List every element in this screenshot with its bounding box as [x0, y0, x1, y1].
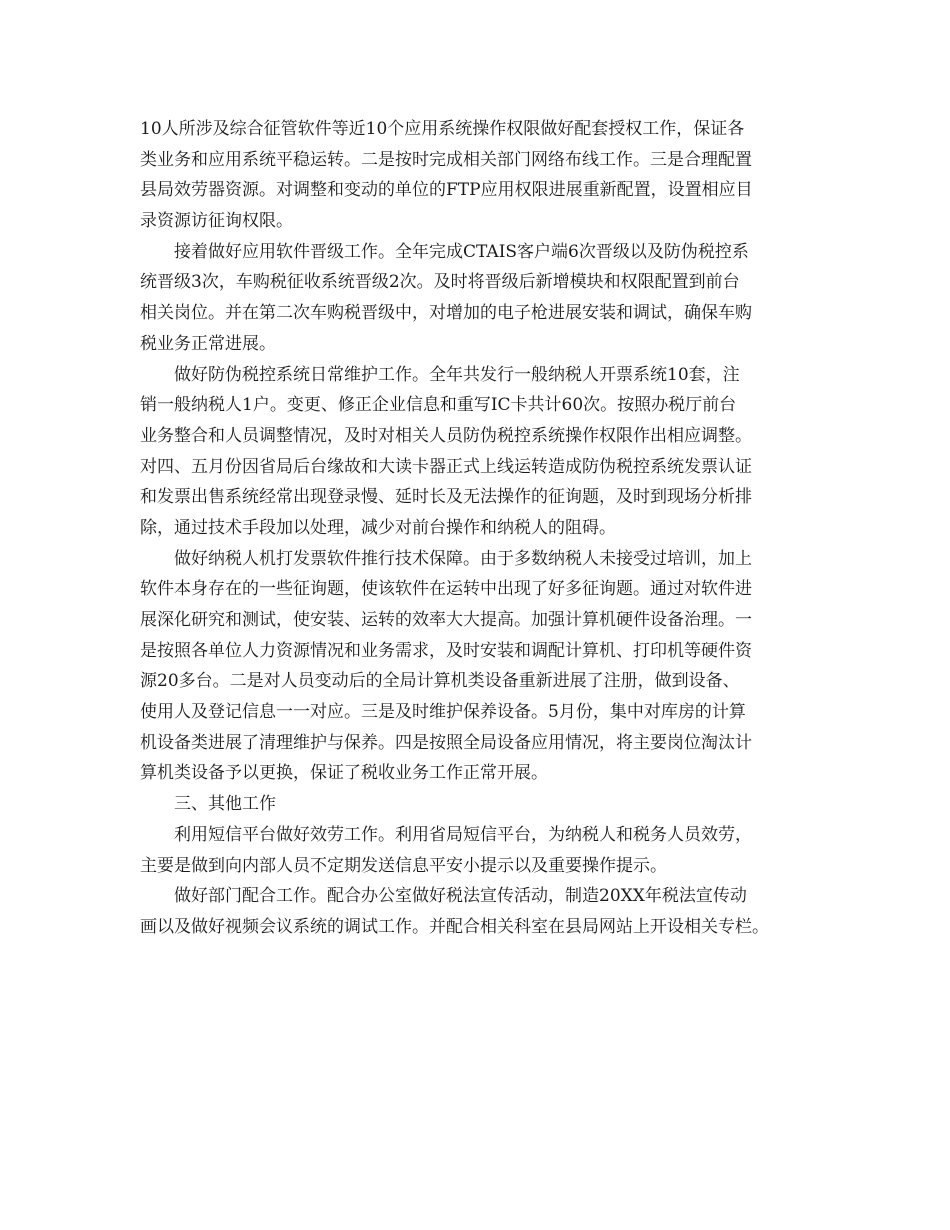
- text-line: 统晋级3次，车购税征收系统晋级2次。及时将晋级后新增模块和权限配置到前台: [140, 272, 740, 293]
- text-line: 源20多台。二是对人员变动后的全局计算机类设备重新进展了注册，做到设备、: [140, 671, 740, 692]
- text-line: 画以及做好视频会议系统的调试工作。并配合相关科室在县局网站上开设相关专栏。: [140, 916, 769, 937]
- text-line: 机设备类进展了清理维护与保养。四是按照全局设备应用情况，将主要岗位淘汰计: [140, 732, 752, 753]
- text-line: 算机类设备予以更换，保证了税收业务工作正常开展。: [140, 763, 548, 784]
- text-line: 做好纳税人机打发票软件推行技术保障。由于多数纳税人未接受过培训，加上: [174, 548, 752, 569]
- text-line: 使用人及登记信息一一对应。三是及时维护保养设备。5月份，集中对库房的计算: [140, 702, 746, 723]
- text-line: 做好防伪税控系统日常维护工作。全年共发行一般纳税人开票系统10套，注: [174, 364, 740, 385]
- text-line: 对四、五月份因省局后台缘故和大读卡器正式上线运转造成防伪税控系统发票认证: [140, 456, 752, 477]
- text-line: 软件本身存在的一些征询题，使该软件在运转中出现了好多征询题。通过对软件进: [140, 579, 752, 600]
- text-line: 销一般纳税人1户。变更、修正企业信息和重写IC卡共计60次。按照办税厅前台: [140, 395, 737, 416]
- text-line: 县局效劳器资源。对调整和变动的单位的FTP应用权限进展重新配置，设置相应目: [140, 180, 753, 201]
- text-line: 相关岗位。并在第二次车购税晋级中，对增加的电子枪进展安装和调试，确保车购: [140, 303, 752, 324]
- text-line: 是按照各单位人力资源情况和业务需求，及时安装和调配计算机、打印机等硬件资: [140, 640, 752, 661]
- text-line: 主要是做到向内部人员不定期发送信息平安小提示以及重要操作提示。: [140, 855, 667, 876]
- text-line: 利用短信平台做好效劳工作。利用省局短信平台，为纳税人和税务人员效劳，: [174, 824, 752, 845]
- text-line: 录资源访征询权限。: [140, 211, 293, 232]
- text-line: 除，通过技术手段加以处理，减少对前台操作和纳税人的阻碍。: [140, 517, 616, 538]
- text-line: 接着做好应用软件晋级工作。全年完成CTAIS客户端6次晋级以及防伪税控系: [174, 241, 749, 262]
- text-line: 和发票出售系统经常出现登录慢、延时长及无法操作的征询题，及时到现场分析排: [140, 487, 752, 508]
- text-line: 税业务正常进展。: [140, 333, 276, 354]
- text-line: 三、其他工作: [174, 794, 276, 815]
- text-line: 展深化研究和测试，使安装、运转的效率大大提高。加强计算机硬件设备治理。一: [140, 610, 752, 630]
- text-line: 业务整合和人员调整情况，及时对相关人员防伪税控系统操作权限作出相应调整。: [140, 425, 752, 446]
- document-body: [140, 114, 830, 943]
- text-line: 10人所涉及综合征管软件等近10个应用系统操作权限做好配套授权工作，保证各: [140, 119, 745, 139]
- text-line: 类业务和应用系统平稳运转。二是按时完成相关部门网络布线工作。三是合理配置: [140, 149, 752, 170]
- text-line: 做好部门配合工作。配合办公室做好税法宣传活动，制造20XX年税法宣传动: [174, 886, 747, 907]
